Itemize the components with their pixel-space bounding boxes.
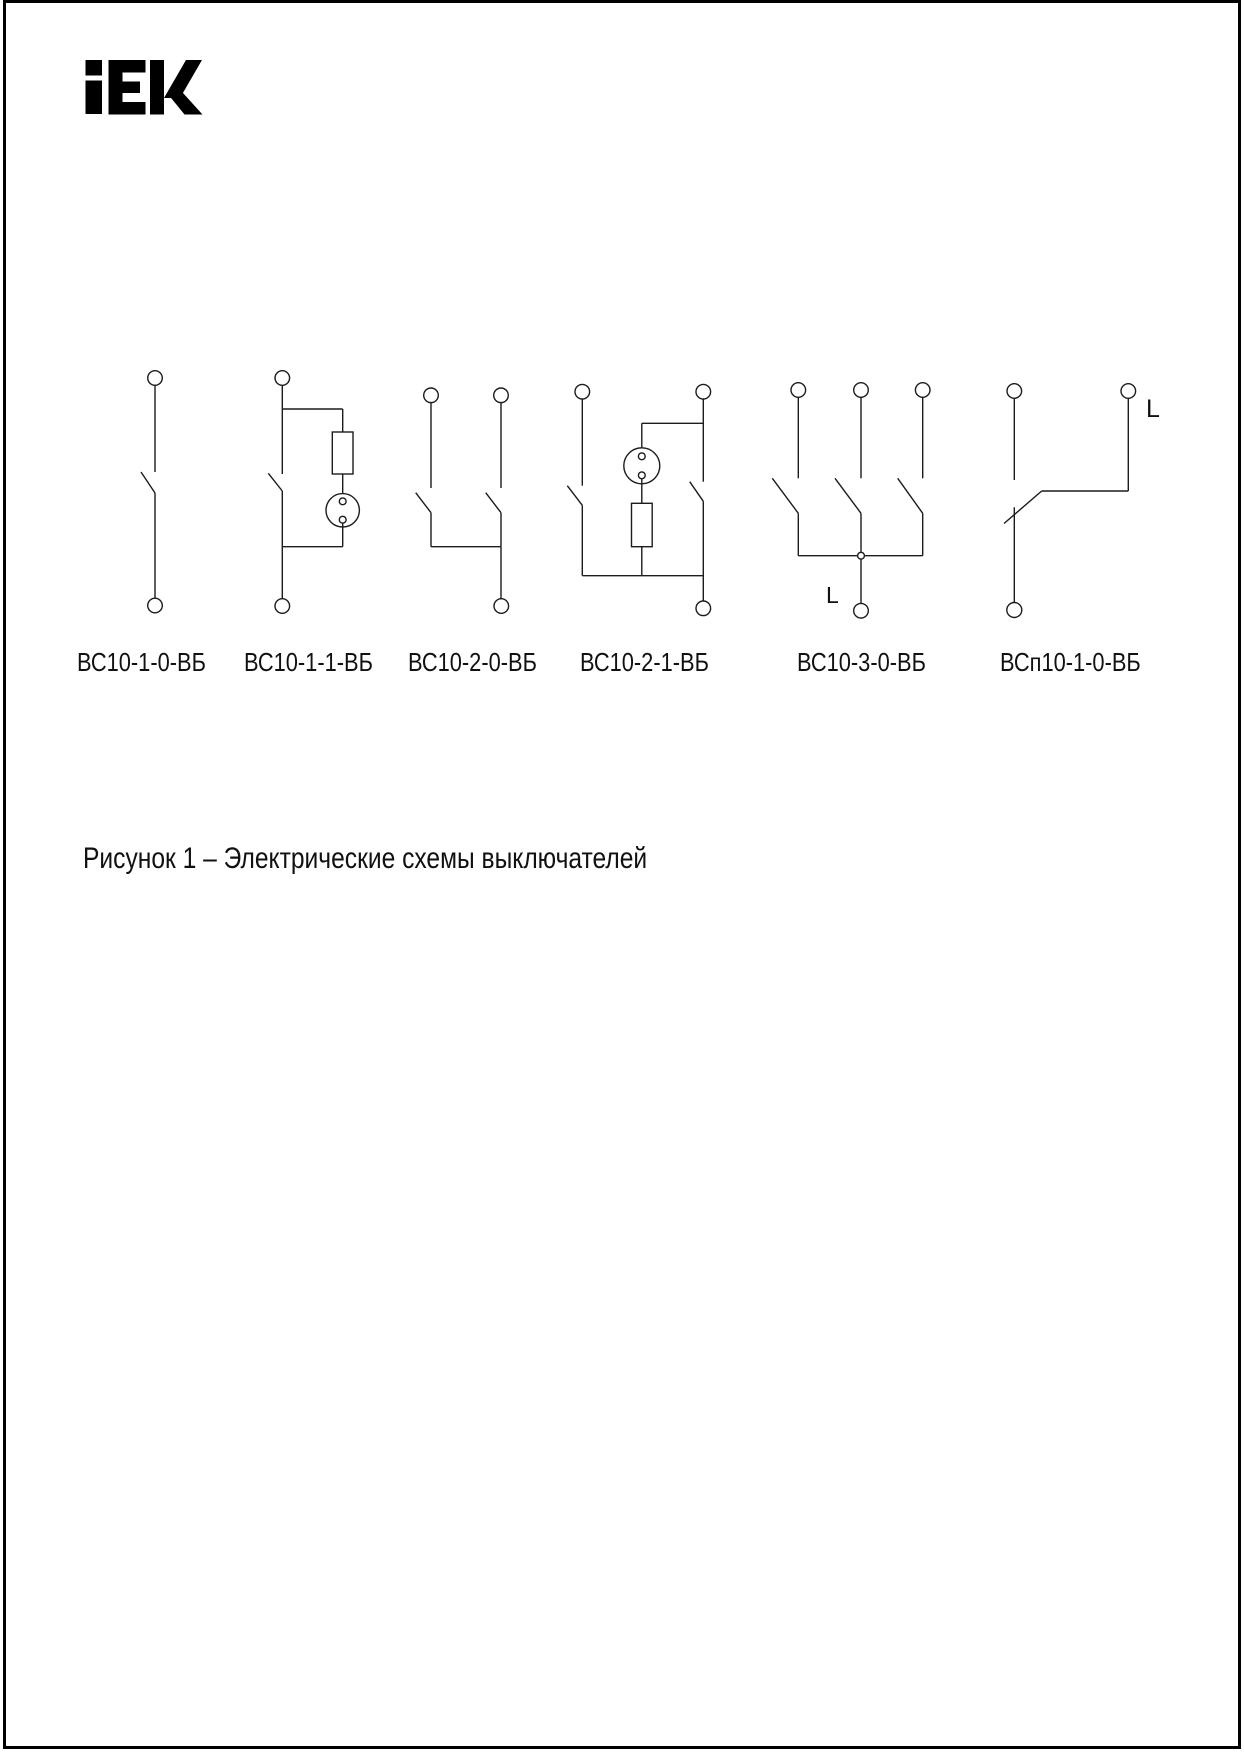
terminal-circle [696,601,711,616]
switch-blade [690,482,704,502]
logo-k-upper-arm [164,60,202,98]
diagram-label: ВСп10-1-0-ВБ [1000,647,1141,677]
terminal-circle [494,388,509,403]
terminal-circle [148,598,163,613]
terminal-circle [1007,603,1022,618]
terminal-circle [915,383,930,398]
switch-blade [835,478,861,513]
diagram-vs10-3-0 [772,383,930,618]
logo-e-bottom-bar [109,102,146,115]
lamp-electrode [339,498,346,505]
logo-i-stem [86,81,103,115]
terminal-circle [791,383,806,398]
terminal-circle [424,388,439,403]
diagram-vs10-2-1 [567,384,710,615]
lamp-electrode [638,472,645,479]
diagram-vs10-1-0 [141,371,162,613]
terminal-circle [148,371,163,386]
diagram-vs10-2-0 [416,388,509,613]
switch-blade [416,493,431,513]
live-terminal-label: L [1146,395,1160,423]
switch-blade [486,493,501,513]
lamp-electrode [638,453,645,460]
lamp-electrode [339,516,346,523]
diagram-label: ВС10-1-1-ВБ [244,647,373,677]
resistor [632,503,653,546]
iek-logo [86,60,203,115]
live-terminal-label: L [826,582,839,608]
diagram-label: ВС10-2-0-ВБ [408,647,537,677]
terminal-circle [275,371,290,386]
switch-blade [141,472,155,493]
diagram-vs10-1-1 [268,371,359,614]
switch-blade [772,478,798,513]
terminal-circle [494,599,509,614]
switch-blade [268,473,282,491]
diagram-label: ВС10-3-0-ВБ [797,647,926,677]
logo-e-mid-bar [109,82,141,94]
terminal-circle [1121,384,1136,399]
terminal-circle [575,384,590,399]
diagram-label: ВС10-2-1-ВБ [580,647,709,677]
figure-caption: Рисунок 1 – Электрические схемы выключателей [83,842,648,875]
switch-blade [1004,491,1042,524]
terminal-circle [854,383,869,398]
logo-i-dot [86,60,103,76]
switch-blade [567,486,582,506]
terminal-circle [854,603,869,618]
diagram-label: ВС10-1-0-ВБ [77,647,206,677]
logo-k-lower-arm [167,93,203,115]
logo-k-stem [150,60,164,115]
logo-e-top-bar [109,60,146,73]
diagram-vsp10-1-0 [1004,384,1136,618]
resistor [332,432,353,474]
junction-node [858,552,865,559]
switch-blade [898,478,923,513]
terminal-circle [696,384,711,399]
terminal-circle [275,599,290,614]
terminal-circle [1007,384,1022,399]
